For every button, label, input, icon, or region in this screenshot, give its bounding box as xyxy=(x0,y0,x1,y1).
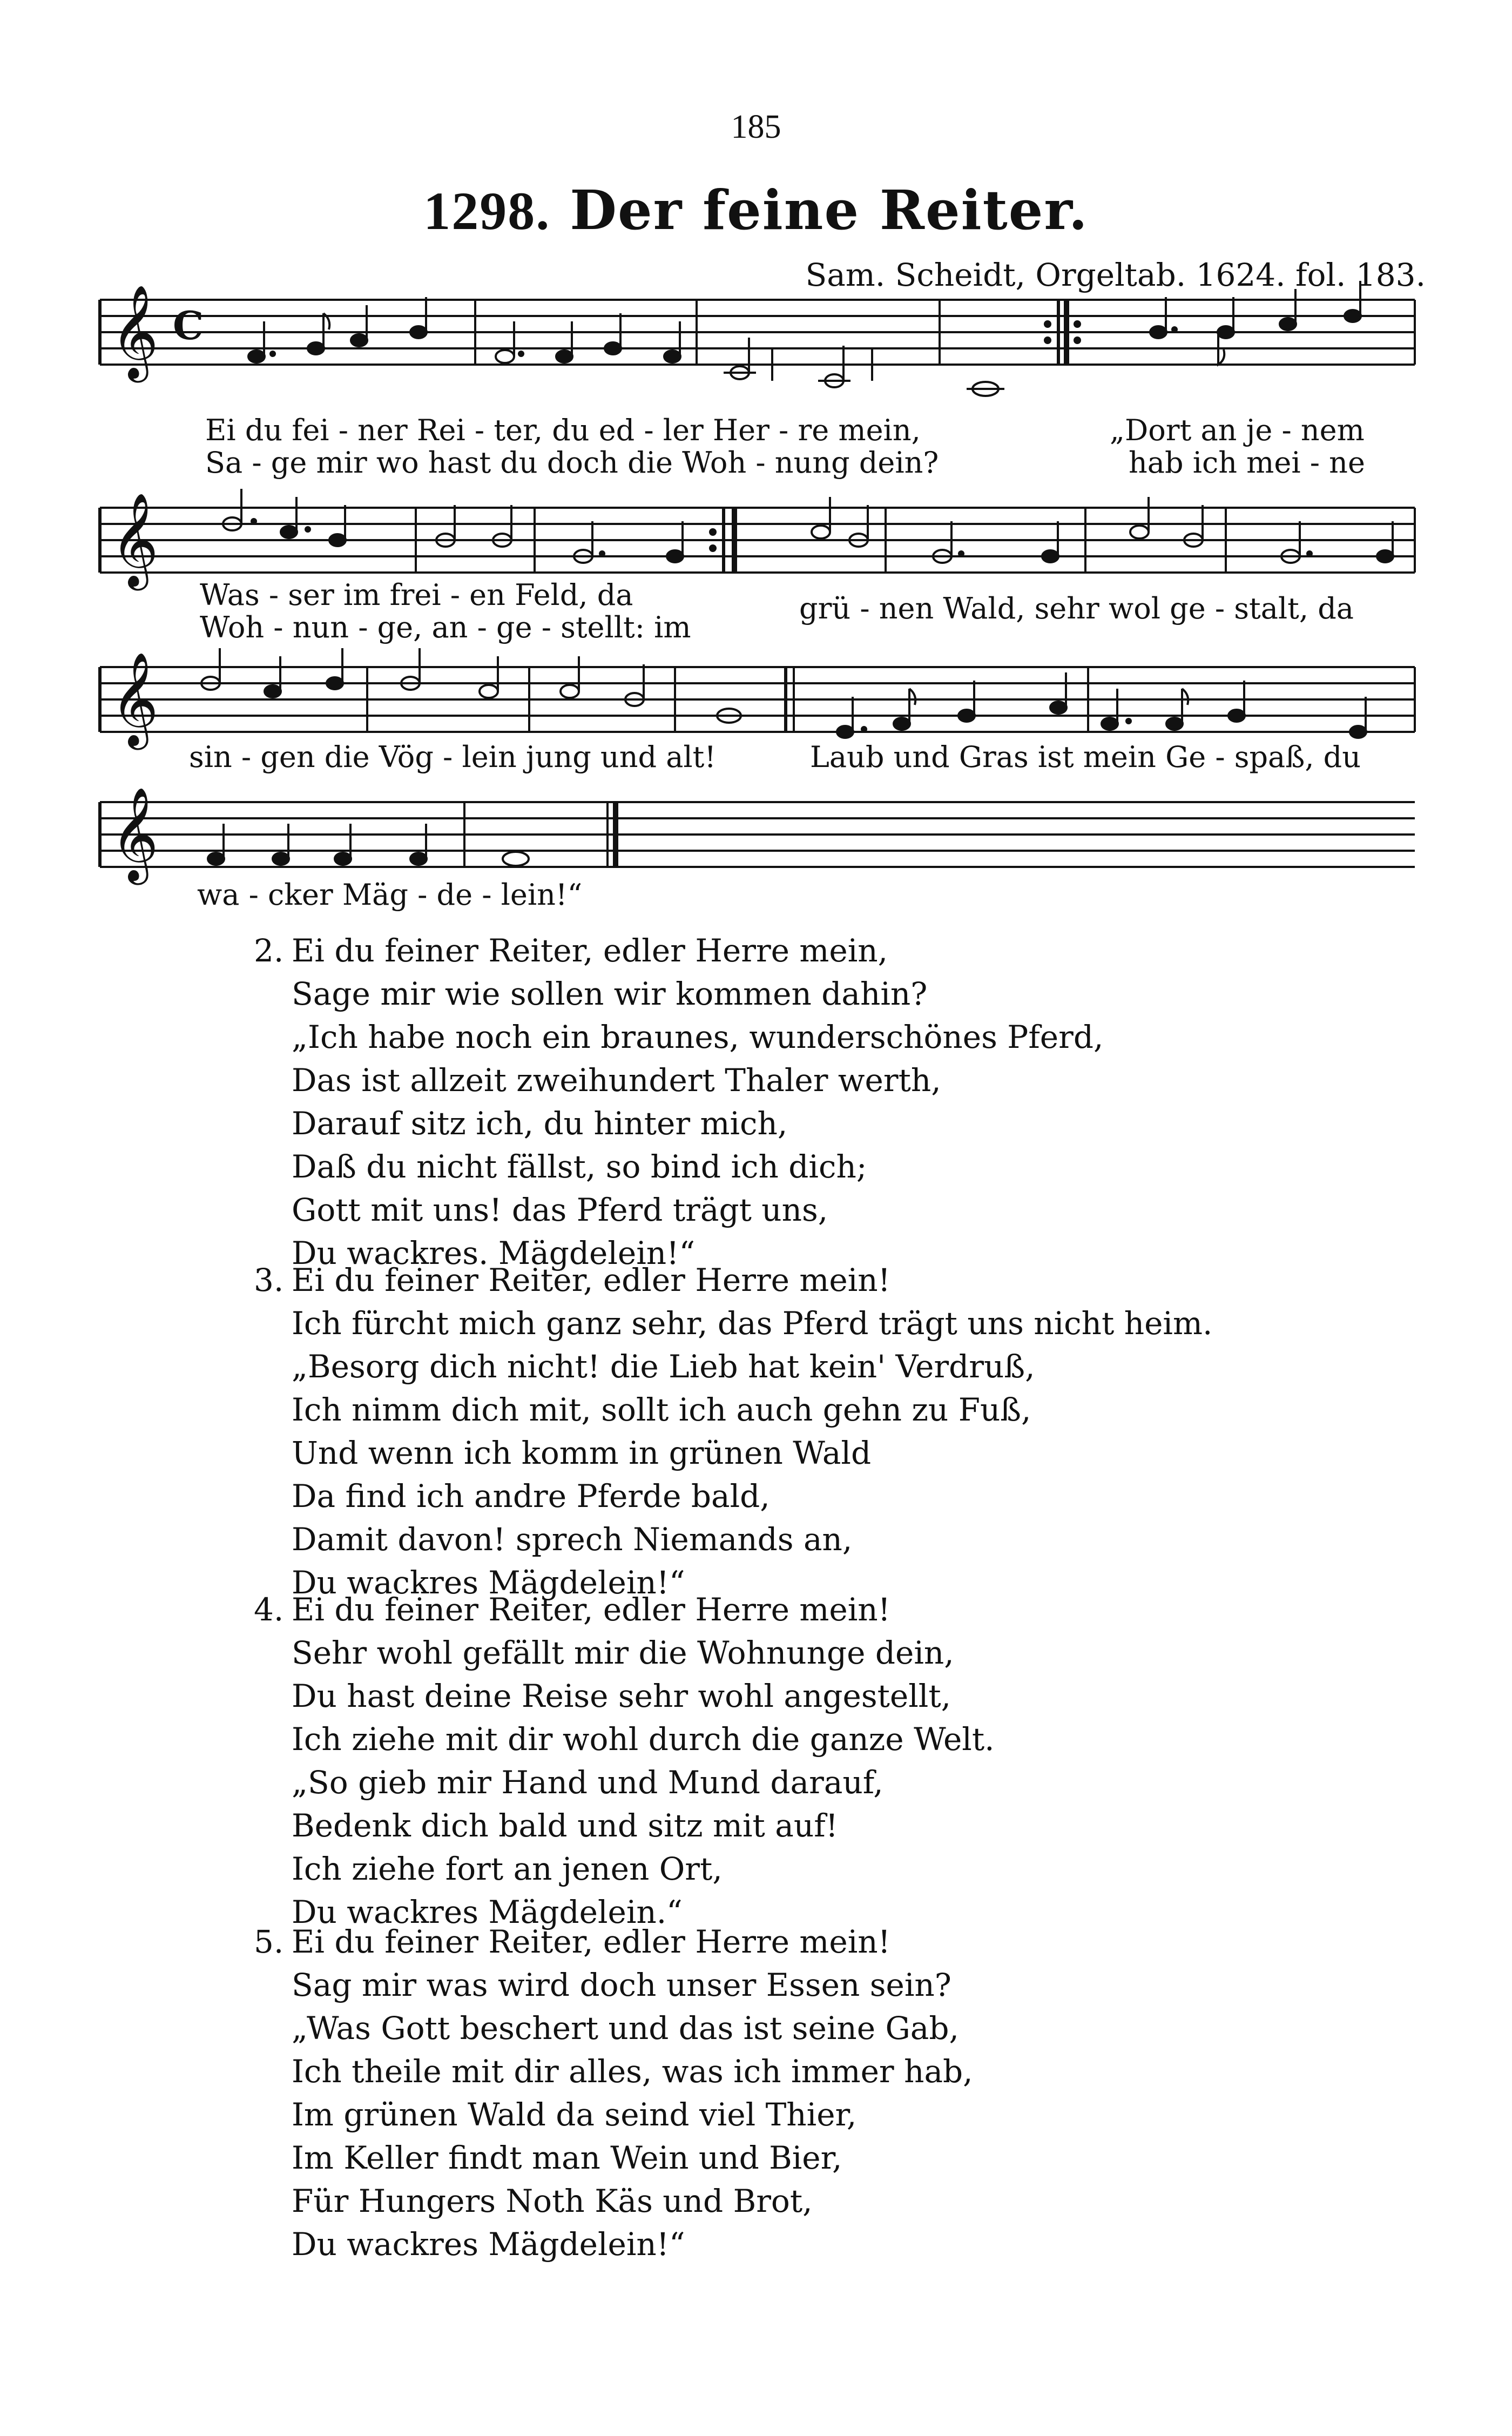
stanza-line: Ich theile mit dir alles, was ich immer hab, xyxy=(292,2053,973,2090)
stanza-line: 5. Ei du feiner Reiter, edler Herre mein! xyxy=(254,1920,973,1963)
song-number: 1298. xyxy=(423,181,551,241)
stanza-line: Du wackres Mägdelein.“ xyxy=(292,1894,683,1930)
stanza-line: Bedenk dich bald und sitz mit auf! xyxy=(292,1807,838,1844)
stanza-line: Gott mit uns! das Pferd trägt uns, xyxy=(292,1192,828,1228)
stanza-line: „So gieb mir Hand und Mund darauf, xyxy=(292,1764,883,1801)
stanza-number: 3. xyxy=(254,1262,284,1298)
stanza-line: Ich fürcht mich ganz sehr, das Pferd trägt uns nicht heim. xyxy=(292,1305,1213,1342)
stanza-number: 2. xyxy=(254,932,284,969)
lyrics-line: Was - ser im frei - en Feld, da xyxy=(200,578,633,612)
notes-system-4 xyxy=(208,824,529,866)
treble-clef-icon: 𝄞 xyxy=(111,787,159,881)
common-time-icon: C xyxy=(173,302,204,348)
staff-system-4 xyxy=(100,802,1415,867)
stanza-line: Du hast deine Reise sehr wohl angestellt, xyxy=(292,1678,951,1714)
stanza-line: Im grünen Wald da seind viel Thier, xyxy=(292,2096,857,2133)
lyrics-line: grü - nen Wald, sehr wol ge - stalt, da xyxy=(799,591,1354,625)
stanza-line: Du wackres. Mägdelein!“ xyxy=(292,1235,696,1271)
notes-system-1 xyxy=(248,281,1361,396)
stanza-line: Daß du nicht fällst, so bind ich dich; xyxy=(292,1148,867,1185)
stanza-number: 4. xyxy=(254,1591,284,1628)
stanza-line: Da find ich andre Pferde bald, xyxy=(292,1478,770,1515)
notes-system-3 xyxy=(201,648,1366,738)
stanza-line: Sag mir was wird doch unser Essen sein? xyxy=(292,1967,951,2003)
staff-system-3 xyxy=(100,667,1415,732)
lyrics-line: wa - cker Mäg - de - lein!“ xyxy=(197,878,583,912)
stanza-3 xyxy=(254,1259,1213,1604)
song-title-text: Der feine Reiter. xyxy=(570,178,1089,242)
stanza-line: 2. Ei du feiner Reiter, edler Herre mein, xyxy=(254,929,1103,972)
stanza-line: Du wackres Mägdelein!“ xyxy=(292,1564,685,1601)
stanza-line: Ich ziehe fort an jenen Ort, xyxy=(292,1850,723,1887)
treble-clef-icon: 𝄞 xyxy=(111,652,159,746)
lyrics-line: Ei du fei - ner Rei - ter, du ed - ler Her - re mein, xyxy=(205,413,921,447)
stanza-2 xyxy=(254,929,1104,1275)
stanza-line: Sehr wohl gefällt mir die Wohnunge dein, xyxy=(292,1634,954,1671)
stanza-line: Du wackres Mägdelein!“ xyxy=(292,2226,685,2263)
stanza-line: 4. Ei du feiner Reiter, edler Herre mein! xyxy=(254,1588,995,1631)
notes-system-2 xyxy=(223,489,1393,563)
stanza-line: Ich nimm dich mit, sollt ich auch gehn zu Fuß, xyxy=(292,1391,1031,1428)
stanza-line: Für Hungers Noth Käs und Brot, xyxy=(292,2183,813,2219)
stanza-line: 3. Ei du feiner Reiter, edler Herre mein! xyxy=(254,1259,1212,1302)
stanza-line: „Besorg dich nicht! die Lieb hat kein' Verdruß, xyxy=(292,1348,1035,1385)
lyrics-line: sin - gen die Vög - lein jung und alt! xyxy=(189,740,717,774)
stanza-4 xyxy=(254,1588,995,1934)
stanza-line: Im Keller findt man Wein und Bier, xyxy=(292,2139,842,2176)
lyrics-line: Sa - ge mir wo hast du doch die Woh - nung dein? xyxy=(205,446,939,480)
lyrics-line: Woh - nun - ge, an - ge - stellt: im xyxy=(200,610,691,644)
stanza-line: Damit davon! sprech Niemands an, xyxy=(292,1521,853,1558)
stanza-line: Darauf sitz ich, du hinter mich, xyxy=(292,1105,788,1142)
page-number: 185 xyxy=(731,109,781,145)
lyrics-line: hab ich mei - ne xyxy=(1129,446,1365,480)
stanza-line: Das ist allzeit zweihundert Thaler werth, xyxy=(292,1062,941,1099)
stanza-line: „Was Gott beschert und das ist seine Gab, xyxy=(292,2010,959,2047)
stanza-line: Und wenn ich komm in grünen Wald xyxy=(292,1435,872,1471)
treble-clef-icon: 𝄞 xyxy=(111,493,159,587)
lyrics-line: Laub und Gras ist mein Ge - spaß, du xyxy=(810,740,1361,774)
treble-clef-icon: 𝄞 xyxy=(111,285,159,379)
stanza-line: „Ich habe noch ein braunes, wunderschönes Pferd, xyxy=(292,1019,1104,1055)
stanza-5 xyxy=(254,1920,973,2266)
stanza-number: 5. xyxy=(254,1923,284,1960)
stanza-line: Sage mir wie sollen wir kommen dahin? xyxy=(292,975,928,1012)
song-source: Sam. Scheidt, Orgeltab. 1624. fol. 183. xyxy=(805,257,1426,293)
lyrics-line: „Dort an je - nem xyxy=(1110,413,1365,447)
stanza-line: Ich ziehe mit dir wohl durch die ganze Welt. xyxy=(292,1721,995,1758)
